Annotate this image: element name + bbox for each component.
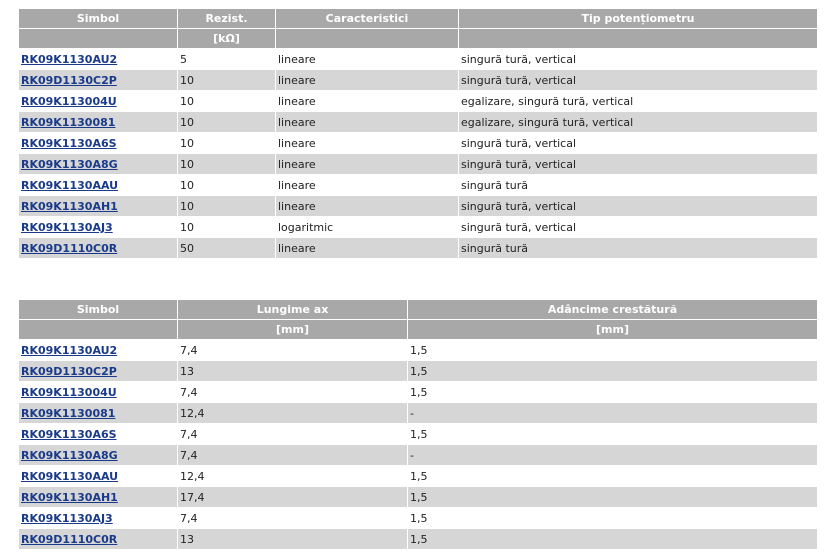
cell-rezistenta: 10 [178,175,276,196]
product-link[interactable]: RK09K1130AU2 [21,343,118,357]
cell-tip: singură tură, vertical [459,196,817,217]
table-row [19,133,817,154]
cell-adancime: 1,5 [408,508,817,529]
unit-rezistenta: [kΩ] [178,29,276,49]
cell-caracteristici: lineare [276,112,459,133]
cell-caracteristici: lineare [276,154,459,175]
cell-tip: singură tură [459,238,817,259]
cell-lungime-ax: 12,4 [178,466,408,487]
cell-lungime-ax: 13 [178,529,408,550]
cell-caracteristici: lineare [276,133,459,154]
product-link[interactable]: RK09D1130C2P [21,73,117,87]
cell-adancime: 1,5 [408,382,817,403]
cell-rezistenta: 10 [178,70,276,91]
cell-caracteristici: lineare [276,238,459,259]
cell-rezistenta: 10 [178,112,276,133]
table-row [19,382,817,403]
cell-lungime-ax: 17,4 [178,487,408,508]
cell-adancime: 1,5 [408,424,817,445]
table-row [19,70,817,91]
table-row [19,175,817,196]
product-link[interactable]: RK09K1130A8G [21,157,118,171]
table-row [19,361,817,382]
cell-adancime: - [408,403,817,424]
table-row [19,112,817,133]
table-row [19,403,817,424]
cell-tip: singură tură [459,175,817,196]
table-row [19,49,817,70]
table-row [19,154,817,175]
potentiometer-characteristics-table [19,9,817,259]
table-row [19,487,817,508]
cell-rezistenta: 10 [178,91,276,112]
table-row [19,340,817,361]
col-header-rezistenta: Rezist. [178,9,276,29]
product-link[interactable]: RK09K1130AJ3 [21,511,113,525]
cell-tip: egalizare, singură tură, vertical [459,91,817,112]
unit-lungime-ax: [mm] [178,320,408,340]
cell-tip: egalizare, singură tură, vertical [459,112,817,133]
product-link[interactable]: RK09K1130AH1 [21,199,118,213]
unit-simbol [19,29,178,49]
product-link[interactable]: RK09K1130AAU [21,178,119,192]
product-link[interactable]: RK09K1130AAU [21,469,119,483]
product-link[interactable]: RK09K1130A6S [21,136,117,150]
header-row [19,300,817,320]
table-row [19,445,817,466]
cell-lungime-ax: 7,4 [178,424,408,445]
cell-lungime-ax: 12,4 [178,403,408,424]
product-link[interactable]: RK09K1130A8G [21,448,118,462]
col-header-caracteristici: Caracteristici [276,9,459,29]
cell-tip: singură tură, vertical [459,49,817,70]
table-row [19,91,817,112]
cell-lungime-ax: 13 [178,361,408,382]
table-row [19,196,817,217]
col-header-simbol: Simbol [19,9,178,29]
cell-lungime-ax: 7,4 [178,508,408,529]
table-row [19,508,817,529]
cell-rezistenta: 5 [178,49,276,70]
cell-adancime: 1,5 [408,340,817,361]
product-link[interactable]: RK09K1130081 [21,115,116,129]
cell-lungime-ax: 7,4 [178,340,408,361]
col-header-lungime-ax: Lungime ax [178,300,408,320]
unit-tip [459,29,817,49]
table-row [19,217,817,238]
product-link[interactable]: RK09K1130081 [21,406,116,420]
unit-simbol [19,320,178,340]
unit-row [19,320,817,340]
cell-rezistenta: 10 [178,217,276,238]
cell-tip: singură tură, vertical [459,217,817,238]
cell-adancime: 1,5 [408,361,817,382]
cell-caracteristici: lineare [276,196,459,217]
table-row [19,238,817,259]
cell-rezistenta: 50 [178,238,276,259]
cell-lungime-ax: 7,4 [178,445,408,466]
unit-caracteristici [276,29,459,49]
shaft-dimensions-table [19,300,817,550]
table-row [19,529,817,550]
product-link[interactable]: RK09K1130AH1 [21,490,118,504]
cell-caracteristici: logaritmic [276,217,459,238]
cell-tip: singură tură, vertical [459,154,817,175]
col-header-simbol: Simbol [19,300,178,320]
product-link[interactable]: RK09D1110C0R [21,532,118,546]
cell-adancime: 1,5 [408,487,817,508]
product-link[interactable]: RK09K1130A6S [21,427,117,441]
cell-tip: singură tură, vertical [459,70,817,91]
cell-tip: singură tură, vertical [459,133,817,154]
col-header-adancime: Adâncime crestătură [408,300,817,320]
product-link[interactable]: RK09D1130C2P [21,364,117,378]
product-link[interactable]: RK09K1130AU2 [21,52,118,66]
cell-lungime-ax: 7,4 [178,382,408,403]
cell-adancime: - [408,445,817,466]
product-link[interactable]: RK09K113004U [21,94,117,108]
cell-rezistenta: 10 [178,154,276,175]
table-row [19,466,817,487]
cell-caracteristici: lineare [276,91,459,112]
cell-caracteristici: lineare [276,175,459,196]
cell-adancime: 1,5 [408,529,817,550]
cell-caracteristici: lineare [276,49,459,70]
cell-rezistenta: 10 [178,133,276,154]
table-row [19,424,817,445]
product-link[interactable]: RK09D1110C0R [21,241,118,255]
product-link[interactable]: RK09K1130AJ3 [21,220,113,234]
unit-adancime: [mm] [408,320,817,340]
unit-row [19,29,817,49]
cell-caracteristici: lineare [276,70,459,91]
cell-adancime: 1,5 [408,466,817,487]
header-row [19,9,817,29]
col-header-tip: Tip potențiometru [459,9,817,29]
cell-rezistenta: 10 [178,196,276,217]
product-link[interactable]: RK09K113004U [21,385,117,399]
